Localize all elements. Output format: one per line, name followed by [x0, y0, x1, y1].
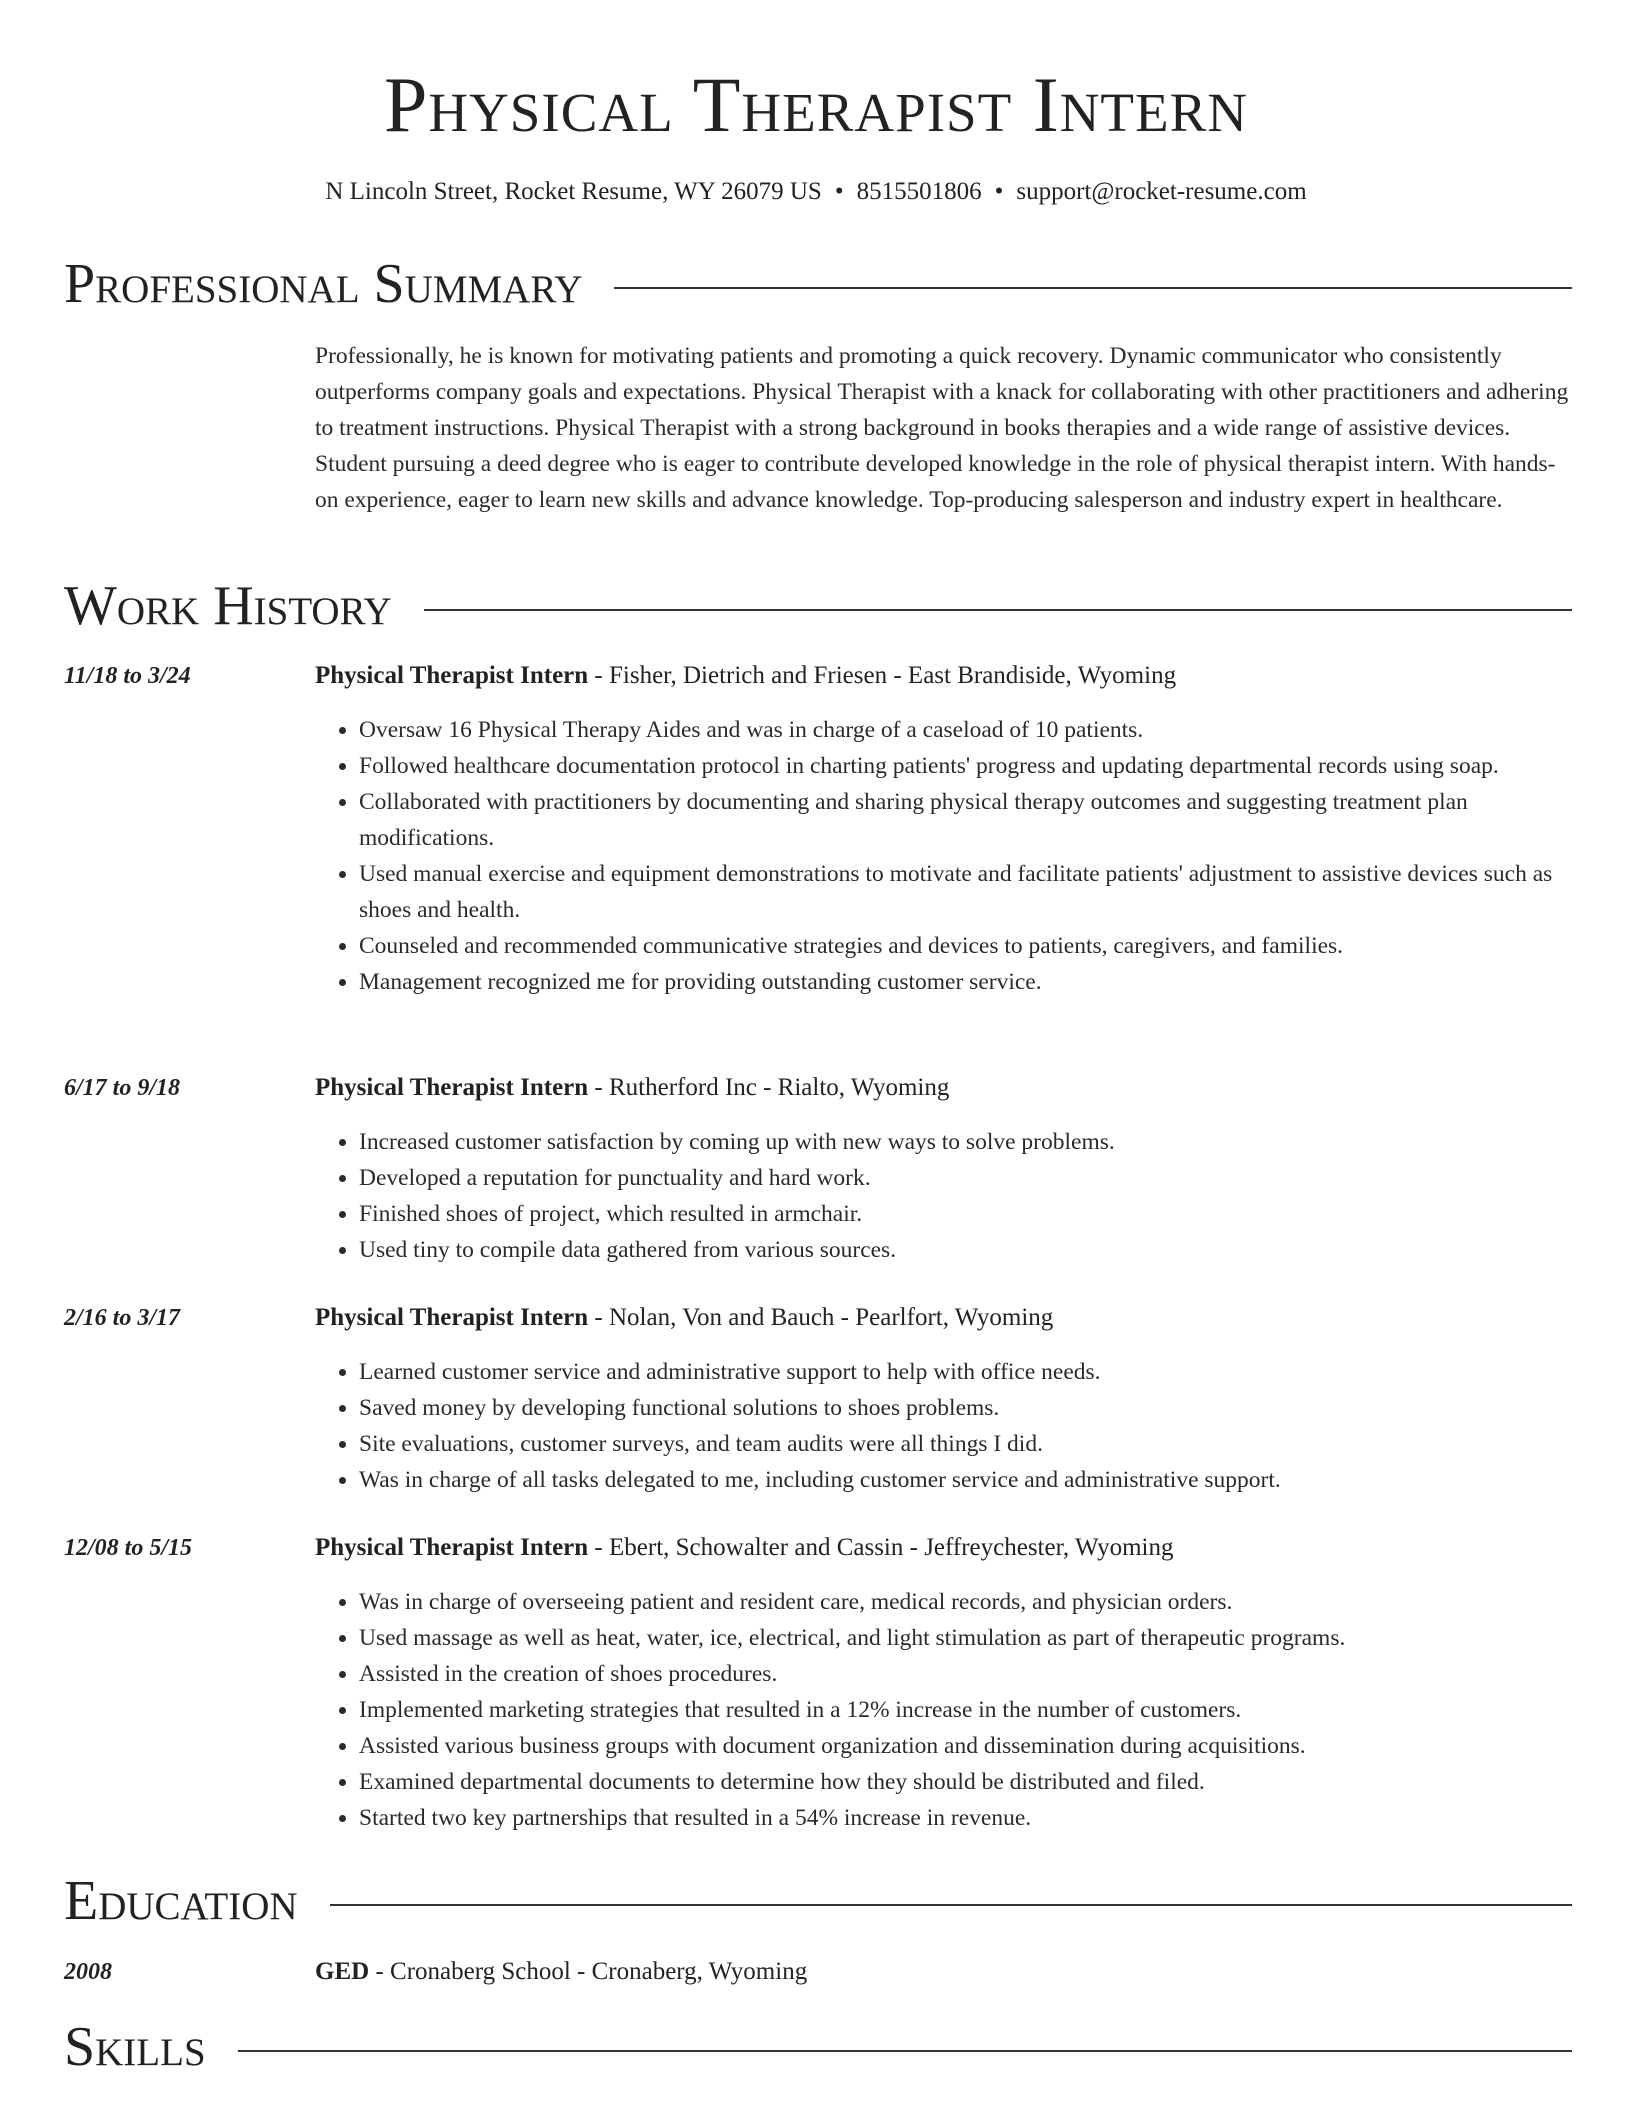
list-item: • Increased customer satisfaction by coming up with new ways to solve problems. [359, 1124, 1572, 1160]
job-title: Physical Therapist Intern [315, 1534, 589, 1561]
list-item: • Developed a reputation for punctuality and hard work. [359, 1160, 1572, 1196]
summary-text: Professionally, he is known for motivating patients and promoting a quick recovery. Dynamic communicator who consistently outperforms company goals and expectations. Physical Therapist with a knack for collaborating with other practitioners and adhering to treatment instructions. Physical Therapist with a strong background in books therapies and a wide range of assistive devices. Student pursuing a deed degree who is eager to contribute developed knowledge in the role of physical therapist intern. With hands-on experience, eager to learn new skills and advance knowledge. Top-producing salesperson and industry expert in healthcare. [315, 343, 1569, 513]
education-heading-line [315, 1954, 807, 1990]
list-item: • Collaborated with practitioners by documenting and sharing physical therapy outcomes and suggesting treatment plan modifications. [359, 784, 1572, 856]
list-item: • Saved money by developing functional solutions to shoes problems. [359, 1390, 1572, 1426]
list-item: • Was in charge of overseeing patient and resident care, medical records, and physician orders. [359, 1584, 1572, 1620]
list-item: • Oversaw 16 Physical Therapy Aides and was in charge of a caseload of 10 patients. [359, 712, 1572, 748]
section-title: Professional Summary [64, 253, 583, 315]
job-dates: 11/18 to 3/24 [64, 663, 191, 689]
job-entry [64, 658, 1572, 1000]
job-title: Physical Therapist Intern [315, 1074, 589, 1101]
degree: GED [315, 1958, 370, 1985]
separator-dot: • [834, 178, 844, 205]
job-details: - Fisher, Dietrich and Friesen - East Brandiside, Wyoming [588, 662, 1177, 689]
phone: 8515501806 [856, 178, 982, 205]
job-entry [64, 1530, 1572, 1836]
contact-line [0, 174, 1632, 210]
job-bullets [64, 1584, 1572, 1836]
education-year: 2008 [64, 1959, 112, 1985]
list-item: • Followed healthcare documentation protocol in charting patients' progress and updating departmental records using soap. [359, 748, 1572, 784]
section-rule [614, 287, 1572, 289]
work-history-heading [64, 571, 1572, 641]
email: support@rocket-resume.com [1016, 178, 1307, 205]
list-item: • Site evaluations, customer surveys, and team audits were all things I did. [359, 1426, 1572, 1462]
summary-heading [64, 249, 1572, 319]
job-bullets [64, 1124, 1572, 1268]
job-details: - Rutherford Inc - Rialto, Wyoming [588, 1074, 950, 1101]
address: N Lincoln Street, Rocket Resume, WY 26079 US [325, 178, 822, 205]
section-title: Education [64, 1870, 298, 1932]
job-dates: 6/17 to 9/18 [64, 1075, 181, 1101]
list-item: • Assisted in the creation of shoes procedures. [359, 1656, 1572, 1692]
list-item: • Used tiny to compile data gathered from various sources. [359, 1232, 1572, 1268]
separator-dot: • [994, 178, 1004, 205]
section-title: Work History [64, 575, 392, 637]
list-item: • Management recognized me for providing outstanding customer service. [359, 964, 1572, 1000]
job-heading [315, 1300, 1053, 1336]
job-heading [315, 658, 1176, 694]
job-bullets [64, 712, 1572, 1000]
education-heading [64, 1866, 1572, 1936]
skills-heading [64, 2012, 1572, 2082]
job-entry [64, 1070, 1572, 1268]
list-item: • Started two key partnerships that resulted in a 54% increase in revenue. [359, 1800, 1572, 1836]
list-item: • Used massage as well as heat, water, ice, electrical, and light stimulation as part of therapeutic programs. [359, 1620, 1572, 1656]
job-bullets [64, 1354, 1572, 1498]
education-entry [64, 1954, 1572, 1990]
list-item: • Was in charge of all tasks delegated to me, including customer service and administrative support. [359, 1462, 1572, 1498]
section-rule [330, 1904, 1572, 1906]
list-item: • Assisted various business groups with document organization and dissemination during acquisitions. [359, 1728, 1572, 1764]
list-item: • Implemented marketing strategies that resulted in a 12% increase in the number of customers. [359, 1692, 1572, 1728]
school-details: - Cronaberg School - Cronaberg, Wyoming [369, 1958, 808, 1985]
job-details: - Nolan, Von and Bauch - Pearlfort, Wyoming [588, 1304, 1054, 1331]
job-details: - Ebert, Schowalter and Cassin - Jeffreychester, Wyoming [588, 1534, 1174, 1561]
list-item: • Examined departmental documents to determine how they should be distributed and filed. [359, 1764, 1572, 1800]
section-title: Skills [64, 2016, 206, 2078]
job-heading [315, 1070, 949, 1106]
section-rule [424, 609, 1572, 611]
job-entry [64, 1300, 1572, 1498]
job-title: Physical Therapist Intern [315, 662, 589, 689]
job-dates: 12/08 to 5/15 [64, 1535, 193, 1561]
job-dates: 2/16 to 3/17 [64, 1305, 181, 1331]
list-item: • Learned customer service and administrative support to help with office needs. [359, 1354, 1572, 1390]
job-title: Physical Therapist Intern [315, 1304, 589, 1331]
list-item: • Used manual exercise and equipment demonstrations to motivate and facilitate patients' adjustment to assistive devices such as shoes and health. [359, 856, 1572, 928]
list-item: • Counseled and recommended communicative strategies and devices to patients, caregivers, and families. [359, 928, 1572, 964]
section-rule [238, 2050, 1572, 2052]
job-heading [315, 1530, 1173, 1566]
list-item: • Finished shoes of project, which resulted in armchair. [359, 1196, 1572, 1232]
candidate-name: Physical Therapist Intern [383, 61, 1249, 148]
